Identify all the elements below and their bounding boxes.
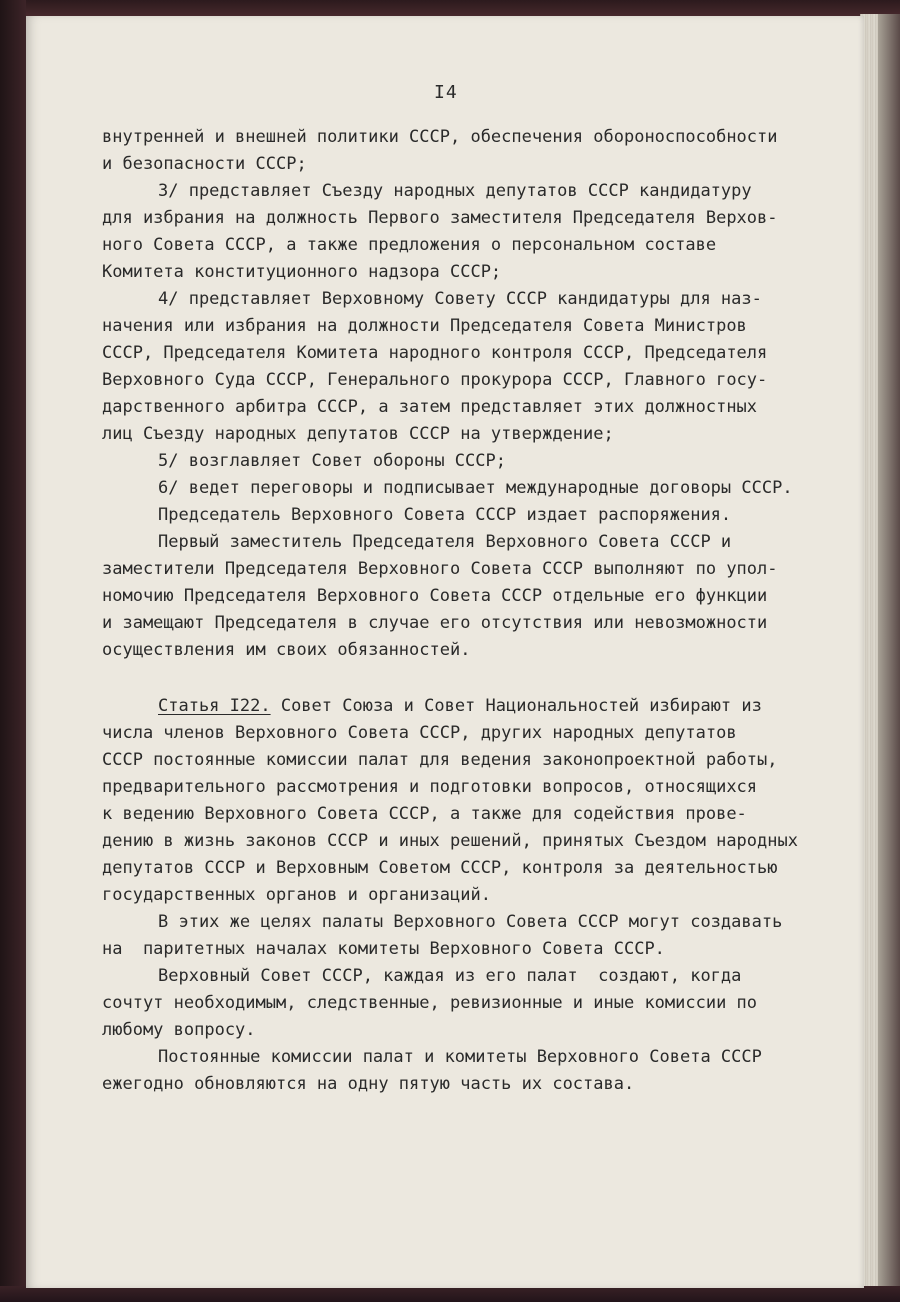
text-line: и безопасности СССР; (102, 154, 307, 174)
text-line: лиц Съезду народных депутатов СССР на утверждение; (102, 424, 614, 444)
text-line: СССР, Председателя Комитета народного контроля СССР, Председателя (102, 343, 768, 363)
text-line: дарственного арбитра СССР, а затем представляет этих должностных (102, 397, 758, 417)
text-line: Комитета конституционного надзора СССР; (102, 262, 502, 282)
text-line: Постоянные комиссии палат и комитеты Верховного Совета СССР (158, 1047, 762, 1067)
text-line: осуществления им своих обязанностей. (102, 640, 471, 660)
binding-frame-left (0, 0, 26, 1302)
text-line: любому вопросу. (102, 1020, 256, 1040)
page-number: I4 (434, 82, 458, 103)
text-line: Председатель Верховного Совета СССР издает распоряжения. (158, 505, 732, 525)
text-line: 6/ ведет переговоры и подписывает международные договоры СССР. (158, 478, 793, 498)
text-line: Совет Союза и Совет Национальностей избирают из (270, 696, 762, 716)
text-line: начения или избрания на должности Председателя Совета Министров (102, 316, 747, 336)
document-text (102, 124, 842, 1098)
text-line: для избрания на должность Первого заместителя Председателя Верхов- (102, 208, 778, 228)
text-line: числа членов Верховного Совета СССР, других народных депутатов (102, 723, 737, 743)
article-heading: Статья I22. (158, 696, 271, 716)
text-line: внутренней и внешней политики СССР, обеспечения обороноспособности (102, 127, 778, 147)
text-line: номочию Председателя Верховного Совета СССР отдельные его функции (102, 586, 768, 606)
paragraph-gap (102, 664, 842, 693)
text-line: ежегодно обновляются на одну пятую часть их состава. (102, 1074, 635, 1094)
text-line: Верховного Суда СССР, Генерального прокурора СССР, Главного госу- (102, 370, 768, 390)
article-first-line (102, 693, 842, 720)
text-line: 5/ возглавляет Совет обороны СССР; (158, 451, 506, 471)
text-line: 3/ представляет Съезду народных депутатов СССР кандидатуру (158, 181, 752, 201)
text-line: СССР постоянные комиссии палат для ведения законопроектной работы, (102, 750, 778, 770)
text-line: и замещают Председателя в случае его отсутствия или невозможности (102, 613, 768, 633)
text-line: ного Совета СССР, а также предложения о персональном составе (102, 235, 717, 255)
text-line: В этих же целях палаты Верховного Совета СССР могут создавать (158, 912, 783, 932)
text-line: дению в жизнь законов СССР и иных решений, принятых Съездом народных (102, 831, 798, 851)
text-line: 4/ представляет Верховному Совету СССР кандидатуры для наз- (158, 289, 762, 309)
binding-frame-bottom (0, 1286, 900, 1302)
text-line: предварительного рассмотрения и подготовки вопросов, относящихся (102, 777, 758, 797)
text-line: депутатов СССР и Верховным Советом СССР, контроля за деятельностью (102, 858, 778, 878)
text-line: сочтут необходимым, следственные, ревизионные и иные комиссии по (102, 993, 758, 1013)
text-line: к ведению Верховного Совета СССР, а также для содействия прове- (102, 804, 747, 824)
text-line: заместители Председателя Верховного Совета СССР выполняют по упол- (102, 559, 778, 579)
text-line: на паритетных началах комитеты Верховного Совета СССР. (102, 939, 665, 959)
text-line: Верховный Совет СССР, каждая из его палат создают, когда (158, 966, 742, 986)
page-stack-shadow (878, 14, 900, 1289)
text-line: государственных органов и организаций. (102, 885, 491, 905)
text-line: Первый заместитель Председателя Верховного Совета СССР и (158, 532, 732, 552)
